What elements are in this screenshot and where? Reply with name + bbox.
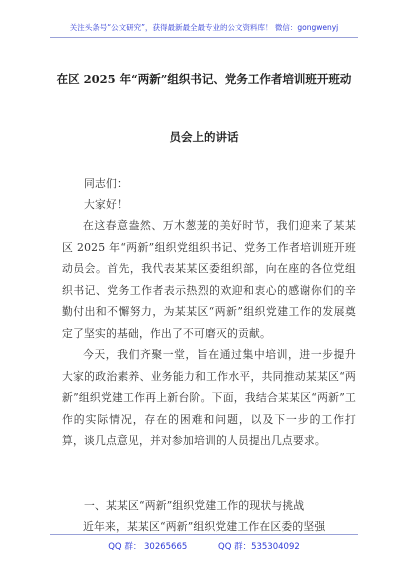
document-title-line2: 员会上的讲话 (169, 130, 239, 144)
section-1-heading: 一、某某区“两新”组织党建工作的现状与挑战 (84, 499, 305, 512)
footer-qq-group-1: QQ 群： 30265665 (108, 542, 188, 552)
greeting: 大家好！ (84, 198, 128, 211)
footer (0, 540, 408, 552)
footer-divider (50, 534, 358, 535)
document-title-line1: 在区 2025 年“两新”组织书记、党务工作者培训班开班动 (56, 72, 352, 86)
salutation: 同志们： (84, 177, 128, 190)
paragraph-2: 今天，我们齐聚一堂，旨在通过集中培训，进一步提升大家的政治素养、业务能力和工作水平，共同推动某某区“两新”组织党建工作再上新台阶。下面，我结合某某区“两新”工作的实际情况，存在的困难和问题，以及下一步的工作打算，谈几点意见，并对参加培训的人员提出几点要求。 (62, 348, 356, 447)
footer-qq-group-2: QQ 群：535304092 (218, 542, 300, 552)
header-notice: 关注头条号“公文研究”，获得最新最全最专业的公文资料库！ 微信：gongwenyj (69, 23, 339, 32)
paragraph-1: 在这春意盎然、万木葱茏的美好时节，我们迎来了某某区 2025 年“两新”组织党组织书记、党务工作者培训班开班动员会。首先，我代表某某区委组织部，向在座的各位党组织书记、党务工作者表示热烈的欢迎和衷心的感谢你们的辛勤付出和不懈努力，为某某区“两新”组织党建工作的发展奠定了坚实的基础，作出了不可磨灭的贡献。 (62, 219, 356, 340)
header-divider (50, 37, 358, 38)
paragraph-3: 近年来，某某区“两新”组织党建工作在区委的坚强 (83, 520, 326, 533)
